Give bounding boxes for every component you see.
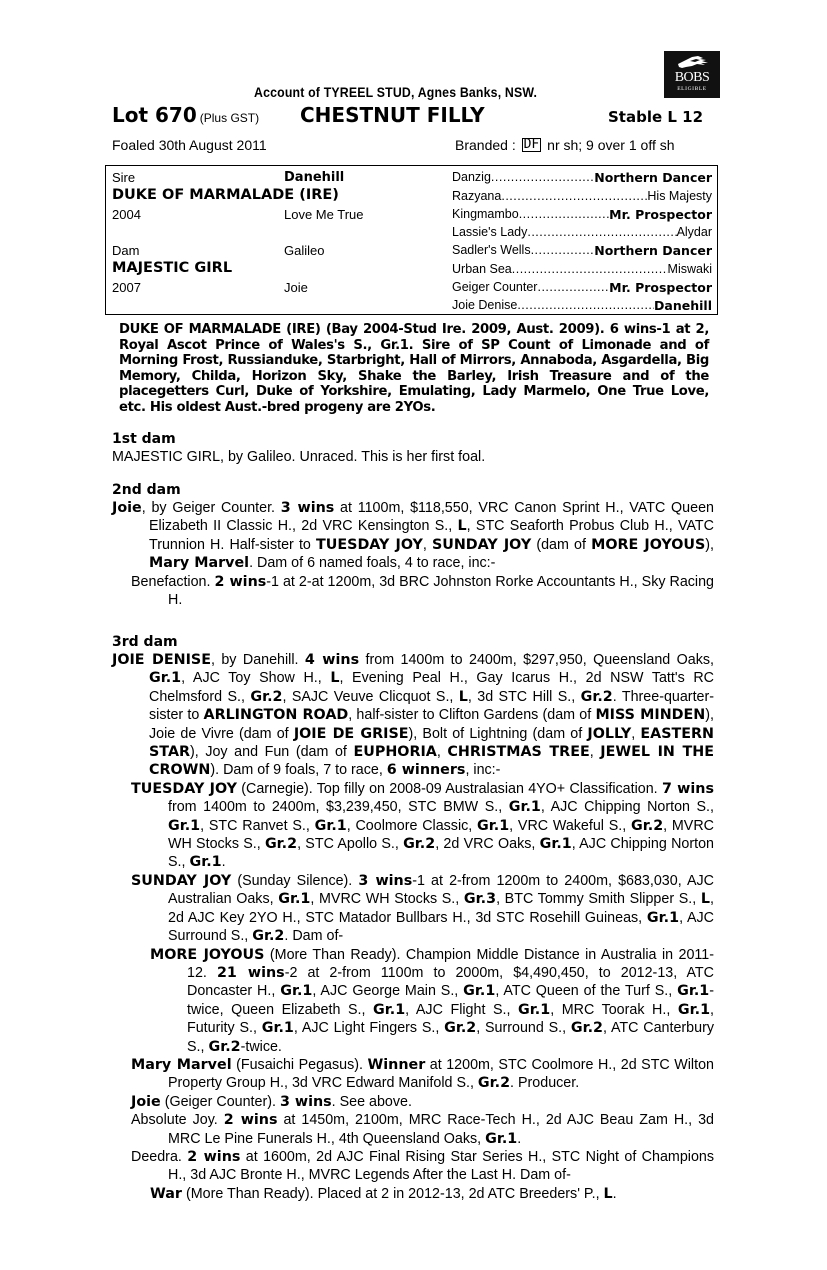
- bold-text: Joie: [112, 500, 142, 516]
- bold-text: Gr.1: [168, 817, 201, 834]
- bold-text: SUNDAY JOY: [131, 872, 232, 889]
- bold-text: Winner: [367, 1056, 426, 1073]
- third-dam-heading: 3rd dam: [112, 634, 178, 650]
- text: ),: [705, 536, 714, 553]
- great-grandsire: Northern Dancer: [594, 170, 712, 185]
- bold-text: Gr.1: [463, 983, 496, 1000]
- text: Benefaction.: [131, 573, 215, 590]
- grandparent-name: Joie Denise: [452, 298, 518, 312]
- bold-text: War: [150, 1185, 182, 1202]
- bold-text: 3 wins: [279, 1093, 332, 1110]
- bold-text: Gr.1: [280, 983, 313, 1000]
- text: from 1400m to 2400m, $3,239,450, STC BMW S.,: [168, 799, 509, 816]
- bold-text: Gr.1: [518, 1001, 551, 1018]
- foaled-date: Foaled 30th August 2011: [112, 137, 267, 153]
- text: , AJC George Main S.,: [312, 983, 464, 1000]
- family-entry: [112, 1185, 714, 1203]
- text: , AJC Light Fingers S.,: [293, 1020, 445, 1037]
- bold-text: JOIE DE GRISE: [293, 725, 409, 742]
- text: ), Joie de Vivre (dam of: [149, 707, 714, 742]
- bold-text: L: [458, 688, 468, 705]
- family-entry: [112, 1111, 714, 1148]
- text: , by Danehill.: [210, 652, 305, 668]
- bold-text: Gr.2: [570, 1020, 603, 1037]
- bold-text: Gr.1: [314, 817, 347, 834]
- family-entry: [112, 1093, 714, 1111]
- bold-text: TUESDAY JOY: [316, 536, 423, 553]
- horse-head-icon: [676, 55, 710, 69]
- dam-sire: Galileo: [284, 243, 325, 258]
- bold-text: 3 wins: [280, 500, 335, 516]
- text: ), Joy and Fun (dam of: [190, 744, 354, 761]
- text: , AJC Chipping Norton S.,: [540, 799, 714, 816]
- family-entry: [112, 1148, 714, 1185]
- grandparent-name: Urban Sea: [452, 262, 512, 276]
- text: ,: [436, 744, 448, 761]
- bold-text: Gr.1: [373, 1001, 406, 1018]
- dam-dam: Joie: [284, 280, 308, 295]
- bold-text: Gr.1: [261, 1020, 294, 1037]
- text: , AJC Toy Show H.,: [181, 670, 331, 687]
- text: (More Than Ready). Champion Middle Distance in Australia in 2011-12.: [187, 946, 715, 981]
- bold-text: L: [603, 1185, 613, 1202]
- second-dam-entries: [112, 499, 714, 609]
- grandparent-row: [452, 243, 712, 258]
- text: -2 at 2-from 1100m to 2000m, $4,490,450, to 2012-13, ATC Doncaster H.,: [187, 964, 714, 1000]
- bold-text: Joie: [131, 1093, 161, 1110]
- text: , MVRC WH Stocks S.,: [310, 891, 464, 908]
- text: ,: [422, 536, 432, 553]
- text: -1 at 2-from 1200m to 2400m, $683,030, AJC Australian Oaks,: [168, 872, 715, 908]
- text: . Dam of 6 named foals, 4 to race, inc:-: [249, 555, 496, 572]
- bold-text: Gr.1: [189, 854, 222, 871]
- text: (Sunday Silence).: [231, 872, 359, 889]
- text: Absolute Joy.: [131, 1112, 224, 1129]
- bold-text: 7 wins: [661, 780, 714, 797]
- grandparent-row: [452, 298, 712, 313]
- bold-text: Gr.2: [264, 836, 298, 853]
- text: , by Geiger Counter.: [141, 500, 281, 516]
- bold-text: SUNDAY JOY: [431, 536, 532, 553]
- bold-text: Gr.2: [403, 836, 436, 853]
- text: ,: [589, 744, 601, 761]
- text: , AJC Flight S.,: [405, 1001, 519, 1018]
- text: (Carnegie). Top filly on 2008-09 Australasian 4YO+ Classification.: [236, 780, 662, 797]
- brand-info: [455, 137, 675, 153]
- bold-text: Gr.1: [485, 1130, 518, 1147]
- great-grandsire: Mr. Prospector: [609, 280, 712, 295]
- first-dam-section: [112, 430, 714, 466]
- pedigree-table: [105, 165, 718, 315]
- text: -twice, Queen Elizabeth S.,: [187, 983, 715, 1018]
- great-grandsire: His Majesty: [647, 189, 712, 203]
- bobs-eligible-logo: [664, 51, 720, 98]
- text: .: [612, 1185, 617, 1202]
- grandparent-row: [452, 170, 712, 185]
- bold-text: EASTERN STAR: [149, 725, 714, 761]
- sire-label: Sire: [112, 170, 136, 185]
- grandparent-row: [452, 189, 712, 203]
- bold-text: Gr.2: [477, 1075, 511, 1092]
- bold-text: 2 wins: [214, 573, 267, 590]
- text: ). Dam of 9 foals, 7 to race,: [210, 762, 387, 779]
- bold-text: Gr.1: [278, 891, 311, 908]
- third-dam-entries: [112, 651, 714, 1203]
- bold-text: L: [330, 670, 340, 687]
- bold-text: Gr.2: [208, 1038, 241, 1055]
- text: , ATC Canterbury S.,: [187, 1020, 714, 1055]
- bold-text: JEWEL IN THE CROWN: [149, 744, 714, 779]
- text: , Coolmore Classic,: [346, 817, 478, 834]
- bold-text: 21 wins: [216, 964, 285, 981]
- grandparent-name: Kingmambo: [452, 207, 519, 221]
- text: , STC Apollo S.,: [297, 836, 404, 853]
- bold-text: 2 wins: [223, 1112, 278, 1129]
- text: , VRC Wakeful S.,: [509, 817, 632, 834]
- text: at 1600m, 2d AJC Final Rising Star Series H., STC Night of Champions H., 3d AJC Bronte H., MVRC Legends After the Last H. Dam of-: [168, 1148, 714, 1184]
- bold-text: Gr.1: [677, 983, 710, 1000]
- family-entry: [112, 1056, 714, 1093]
- family-entry: [112, 499, 714, 573]
- bold-text: Gr.2: [252, 928, 285, 945]
- text: . Dam of-: [284, 928, 344, 945]
- bold-text: MISS MINDEN: [595, 707, 706, 724]
- gst-note: (Plus GST): [199, 111, 260, 125]
- bold-text: JOIE DENISE: [112, 652, 211, 668]
- bold-text: Gr.1: [646, 909, 680, 926]
- text: at 1450m, 2100m, MRC Race-Tech H., 2d AJC Beau Zam H., 3d MRC Le Pine Funerals H., 4th Queensland Oaks,: [168, 1112, 714, 1147]
- text: , STC Seaforth Probus Club H., VATC Trunnion H. Half-sister to: [149, 518, 714, 553]
- sire-year: 2004: [112, 207, 141, 222]
- text: from 1400m to 2400m, $297,950, Queensland Oaks,: [359, 652, 714, 668]
- bold-text: 6 winners: [386, 762, 466, 779]
- bold-text: MORE JOYOUS: [591, 536, 706, 553]
- text: .: [221, 854, 226, 871]
- branded-label: Branded :: [455, 137, 516, 153]
- text: , 2d AJC Key 2YO H., STC Matador Bullbars H., 3d STC Rosehill Guineas,: [168, 891, 714, 926]
- bold-text: Gr.2: [250, 688, 283, 705]
- grandparent-name: Razyana: [452, 189, 502, 203]
- bold-text: 2 wins: [187, 1148, 241, 1165]
- text: at 1100m, $118,550, VRC Canon Sprint H., VATC Queen Elizabeth II Classic H., 2d VRC Kensington S.,: [149, 500, 714, 535]
- text: (More Than Ready). Placed at 2 in 2012-13, 2d ATC Breeders' P.,: [181, 1185, 604, 1202]
- bold-text: Gr.3: [463, 891, 497, 908]
- text: , BTC Tommy Smith Slipper S.,: [496, 891, 701, 908]
- text: (Fusaichi Pegasus).: [231, 1056, 368, 1073]
- family-entry: [112, 651, 714, 780]
- text: , Surround S.,: [476, 1020, 571, 1037]
- text: , inc:-: [465, 762, 501, 779]
- first-dam-text: MAJESTIC GIRL, by Galileo. Unraced. This is her first foal.: [112, 449, 486, 465]
- text: . Three-quarter-sister to: [149, 688, 715, 724]
- lot-line: [112, 103, 485, 127]
- text: , ATC Queen of the Turf S.,: [495, 983, 678, 1000]
- bold-text: ARLINGTON ROAD: [203, 707, 349, 724]
- text: (dam of: [531, 536, 592, 553]
- text: . See above.: [331, 1093, 412, 1110]
- logo-subtext: ELIGIBLE: [677, 86, 707, 92]
- first-dam-heading: 1st dam: [112, 431, 176, 447]
- text: -1 at 2-at 1200m, 3d BRC Johnston Rorke Accountants H., Sky Racing H.: [168, 573, 714, 609]
- bold-text: Gr.1: [539, 836, 572, 853]
- bold-text: L: [457, 518, 467, 535]
- text: , STC Ranvet S.,: [200, 817, 315, 834]
- third-dam-section: [112, 633, 714, 1203]
- bold-text: L: [700, 891, 711, 908]
- branded-desc: nr sh; 9 over 1 off sh: [547, 137, 675, 153]
- lot-title: CHESTNUT FILLY: [300, 103, 485, 127]
- bold-text: Gr.2: [580, 688, 613, 705]
- family-entry: [112, 780, 714, 872]
- text: , Futurity S.,: [187, 1001, 715, 1037]
- text: , 2d VRC Oaks,: [435, 836, 540, 853]
- family-entry: [112, 573, 714, 610]
- great-grandsire: Mr. Prospector: [609, 207, 712, 222]
- text: ,: [631, 725, 641, 742]
- text: , MVRC WH Stocks S.,: [168, 817, 714, 853]
- brand-mark-icon: DF: [523, 137, 540, 152]
- family-entry: [112, 946, 714, 1056]
- text: . Producer.: [510, 1075, 580, 1092]
- stable-location: Stable L 12: [608, 108, 704, 126]
- dam-label: Dam: [112, 243, 140, 258]
- dam-year: 2007: [112, 280, 141, 295]
- bold-text: Mary Marvel: [131, 1056, 232, 1073]
- text: , AJC Chipping Norton S.,: [168, 836, 714, 871]
- text: ), Bolt of Lightning (dam of: [408, 725, 588, 742]
- text: (Geiger Counter).: [160, 1093, 280, 1110]
- logo-text: BOBS: [674, 70, 710, 85]
- bold-text: MORE JOYOUS: [150, 946, 265, 963]
- great-grandsire: Northern Dancer: [594, 243, 712, 258]
- vendor-account: Account of TYREEL STUD, Agnes Banks, NSW.: [254, 84, 538, 100]
- grandparent-row: [452, 280, 712, 295]
- great-grandsire: Miswaki: [667, 262, 712, 276]
- sire-name: DUKE OF MARMALADE (IRE): [112, 187, 339, 203]
- bold-text: EUPHORIA: [353, 744, 437, 761]
- bold-text: Gr.1: [477, 817, 510, 834]
- text: , half-sister to Clifton Gardens (dam of: [348, 707, 596, 724]
- dam-name: MAJESTIC GIRL: [112, 260, 233, 276]
- bold-text: CHRISTMAS TREE: [447, 744, 590, 761]
- grandparent-name: Danzig: [452, 170, 491, 184]
- grandparent-name: Lassie's Lady: [452, 225, 528, 239]
- text: at 1200m, STC Coolmore H., 2d STC Wilton Property Group H., 3d VRC Edward Manifold S.,: [168, 1056, 714, 1092]
- bold-text: Gr.2: [444, 1020, 477, 1037]
- bold-text: Gr.1: [508, 799, 541, 816]
- text: , MRC Toorak H.,: [550, 1001, 678, 1018]
- grandparent-name: Geiger Counter: [452, 280, 538, 294]
- second-dam-section: [112, 481, 714, 609]
- sire-summary: DUKE OF MARMALADE (IRE) (Bay 2004-Stud Ire. 2009, Aust. 2009). 6 wins-1 at 2, Royal Ascot Prince of Wales's S., Gr.1. Sire of SP Count of Limonade and of Morning Frost, Russianduke, Starbright, Hall of Mirrors, Annaboda, Asgardella, Big Memory, Childa, Horizon Sky, Shake the Barley, Irish Treasure and of the placegetters Curl, Duke of Yorkshire, Emulating, Lady Marmelo, One True Love, etc. His oldest Aust.-bred progeny are 2YOs.: [119, 322, 709, 415]
- family-entry: [112, 872, 714, 946]
- bold-text: TUESDAY JOY: [131, 780, 237, 797]
- text: .: [517, 1130, 522, 1147]
- bold-text: 4 wins: [304, 652, 360, 668]
- text: Deedra.: [131, 1148, 188, 1165]
- grandparent-row: [452, 225, 712, 239]
- text: -twice.: [240, 1038, 282, 1055]
- great-grandsire: Alydar: [676, 225, 712, 239]
- sire-sire: Danehill: [284, 170, 345, 185]
- text: , 3d STC Hill S.,: [467, 688, 581, 705]
- sire-dam: Love Me True: [284, 207, 364, 222]
- grandparent-name: Sadler's Wells: [452, 243, 531, 257]
- bold-text: 3 wins: [358, 872, 413, 889]
- bold-text: Mary Marvel: [149, 555, 250, 572]
- great-grandsire: Danehill: [654, 298, 712, 313]
- lot-number: Lot 670: [112, 103, 197, 127]
- bold-text: Gr.2: [631, 817, 664, 834]
- text: , AJC Surround S.,: [168, 909, 715, 945]
- text: , Evening Peal H., Gay Icarus H., 2d NSW Tatt's RC Chelmsford S.,: [149, 670, 714, 705]
- text: , SAJC Veuve Clicquot S.,: [282, 688, 459, 705]
- bold-text: Gr.1: [149, 670, 182, 687]
- bold-text: Gr.1: [677, 1001, 711, 1018]
- grandparent-row: [452, 262, 712, 276]
- bold-text: JOLLY: [587, 725, 632, 742]
- grandparent-row: [452, 207, 712, 222]
- second-dam-heading: 2nd dam: [112, 482, 181, 498]
